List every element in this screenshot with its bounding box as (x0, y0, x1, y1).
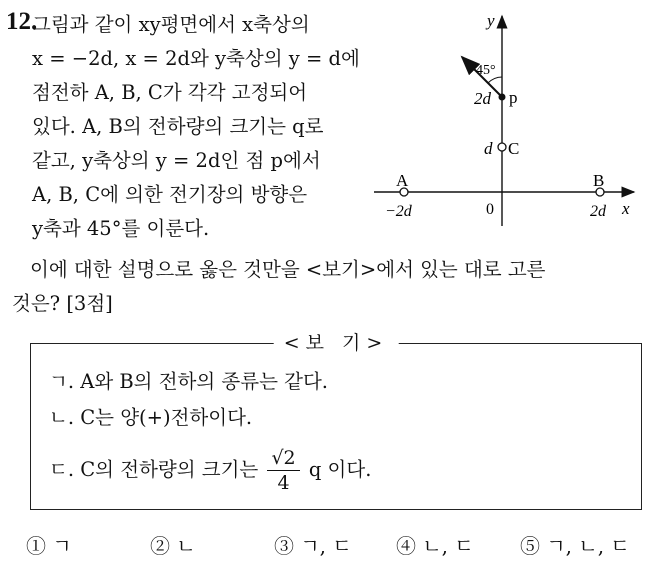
bogi-item-2: ㄴ. C는 양(+)전하이다. (49, 406, 253, 429)
bogi-item-3 (49, 446, 371, 495)
a-label: A (396, 171, 409, 190)
charge-figure (368, 4, 650, 230)
fraction-numerator: √2 (267, 446, 299, 471)
stem-line-3: 점전하 A, B, C가 각각 고정되어 (32, 81, 308, 104)
charge-c (498, 143, 506, 151)
lead-line-2: 것은? [3점] (12, 292, 113, 315)
charge-fraction (267, 446, 299, 495)
choice-3[interactable]: ③ ㄱ, ㄷ (274, 534, 352, 558)
choice-4[interactable]: ④ ㄴ, ㄷ (396, 534, 474, 558)
stem-line-6: A, B, C에 의한 전기장의 방향은 (32, 183, 308, 206)
stem-line-2: x = −2d, x = 2d와 y축상의 y = d에 (32, 47, 360, 70)
c-coord-label: d (484, 139, 493, 158)
choice-1[interactable]: ① ㄱ (26, 534, 72, 558)
point-p (499, 94, 506, 101)
p-coord-label: 2d (474, 89, 491, 108)
stem-line-4: 있다. A, B의 전하량의 크기는 q로 (32, 115, 324, 138)
question-lead (12, 253, 642, 321)
a-coord-label: −2d (385, 203, 412, 220)
stem-line-7: y축과 45°를 이룬다. (32, 217, 210, 240)
p-label: p (509, 88, 518, 107)
bogi-item-3-tail: q 이다. (308, 458, 372, 481)
choice-2[interactable]: ② ㄴ (150, 534, 196, 558)
question-number: 12. (6, 8, 38, 35)
bogi-item-1: ㄱ. A와 B의 전하의 종류는 같다. (49, 370, 329, 393)
y-axis-label: y (487, 11, 495, 30)
stem-line-5: 같고, y축상의 y = 2d인 점 p에서 (32, 149, 321, 172)
choice-5[interactable]: ⑤ ㄱ, ㄴ, ㄷ (520, 534, 630, 558)
question-stem (32, 8, 364, 246)
lead-line-1: 이에 대한 설명으로 옳은 것만을 <보기>에서 있는 대로 고른 (30, 258, 546, 281)
fraction-denominator: 4 (277, 472, 290, 494)
b-coord-label: 2d (590, 203, 606, 220)
angle-label: 45° (476, 63, 496, 78)
origin-label: 0 (486, 201, 494, 218)
bogi-item-3-text: ㄷ. C의 전하량의 크기는 (49, 458, 259, 481)
b-label: B (593, 171, 605, 190)
c-label: C (508, 139, 520, 158)
bogi-box (30, 332, 642, 510)
stem-line-1: 그림과 같이 xy평면에서 x축상의 (32, 13, 310, 36)
bogi-title: <보 기> (274, 331, 399, 355)
x-axis-label: x (622, 199, 630, 218)
